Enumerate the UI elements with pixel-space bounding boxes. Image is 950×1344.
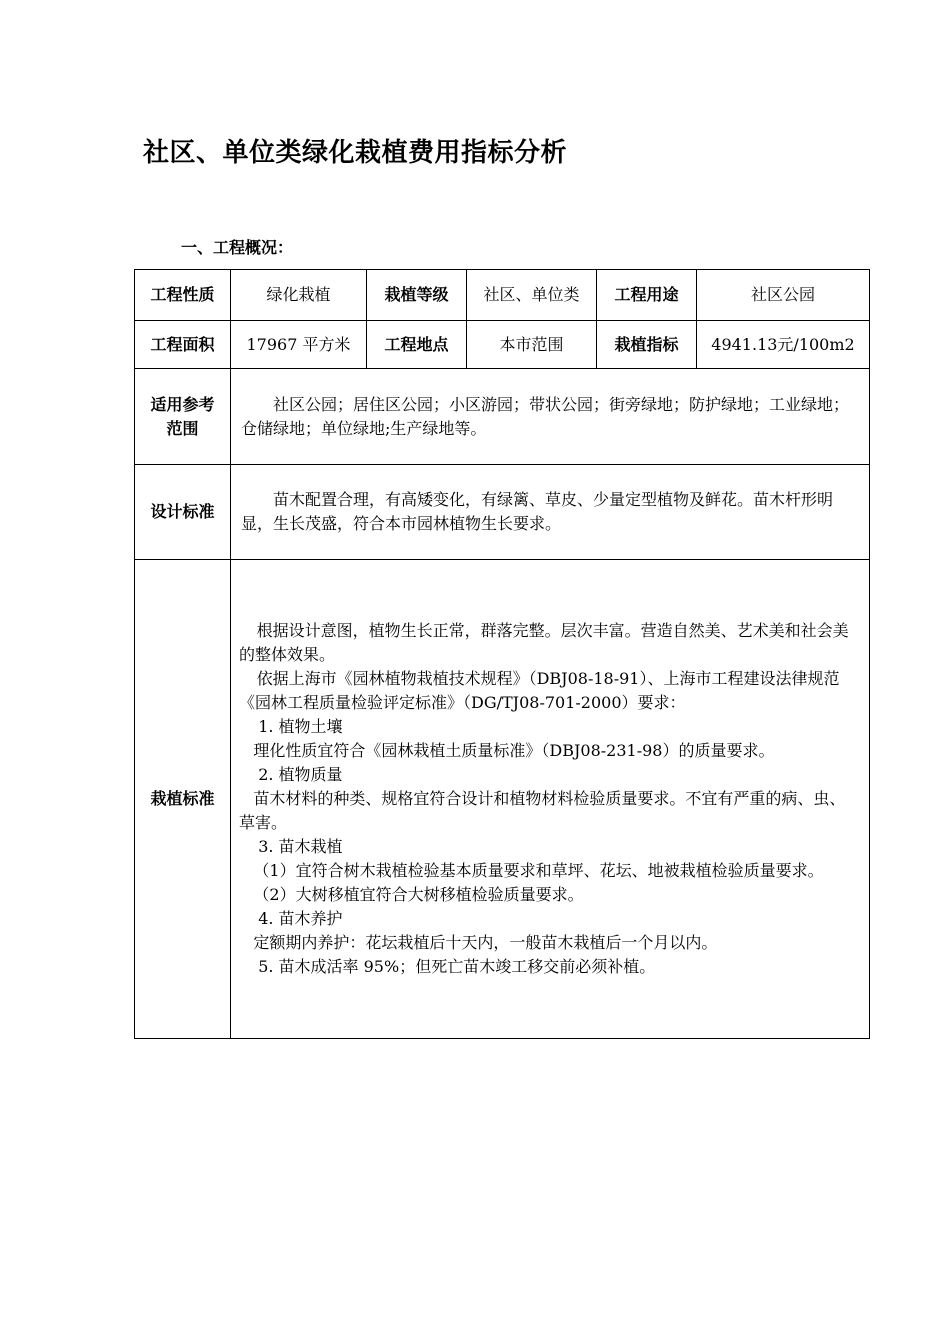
planting-line: 3. 苗木栽植 <box>258 837 343 856</box>
project-overview-table <box>134 269 870 1039</box>
grade-label: 栽植等级 <box>367 270 467 321</box>
scope-text: 社区公园；居住区公园；小区游园；带状公园；街旁绿地；防护绿地；工业绿地；仓储绿地；单位绿地;生产绿地等。 <box>241 394 850 438</box>
use-label: 工程用途 <box>597 270 697 321</box>
scope-label-line1: 适用参考 <box>150 394 215 414</box>
design-label: 设计标准 <box>135 465 231 560</box>
planting-line: 2. 植物质量 <box>258 765 343 784</box>
planting-line: 5. 苗木成活率 95%；但死亡苗木竣工移交前必须补植。 <box>258 957 656 976</box>
planting-line: （2）大树移植宜符合大树移植检验质量要求。 <box>253 885 584 904</box>
planting-line: 依据上海市《园林植物栽植技术规程》（DBJ08-18-91）、上海市工程建设法律规范《园林工程质量检验评定标准》（DG/TJ08-701-2000）要求： <box>239 669 840 712</box>
nature-label: 工程性质 <box>135 270 231 321</box>
area-value: 17967 平方米 <box>231 321 367 369</box>
table-row <box>135 270 870 321</box>
page-title: 社区、单位类绿化栽植费用指标分析 <box>143 138 568 168</box>
table-row <box>135 321 870 369</box>
planting-line: 理化性质宜符合《园林栽植土质量标准》（DBJ08-231-98）的质量要求。 <box>253 741 775 760</box>
scope-text-cell <box>231 369 870 465</box>
planting-line: 4. 苗木养护 <box>258 909 343 928</box>
planting-line: 定额期内养护：花坛栽植后十天内，一般苗木栽植后一个月以内。 <box>253 933 718 952</box>
planting-line: （1）宜符合树木栽植检验基本质量要求和草坪、花坛、地被栽植检验质量要求。 <box>253 861 824 880</box>
table-row <box>135 560 870 1039</box>
grade-value: 社区、单位类 <box>467 270 597 321</box>
use-value: 社区公园 <box>697 270 870 321</box>
planting-label: 栽植标准 <box>135 560 231 1039</box>
planting-line: 根据设计意图，植物生长正常，群落完整。层次丰富。营造自然美、艺术美和社会美的整体效果。 <box>239 621 849 664</box>
location-value: 本市范围 <box>467 321 597 369</box>
area-label: 工程面积 <box>135 321 231 369</box>
location-label: 工程地点 <box>367 321 467 369</box>
planting-text-cell <box>231 560 870 1039</box>
planting-line: 1. 植物土壤 <box>258 717 343 736</box>
index-value: 4941.13元/100m2 <box>697 321 870 369</box>
nature-value: 绿化栽植 <box>231 270 367 321</box>
table-row <box>135 465 870 560</box>
scope-label <box>135 369 231 465</box>
index-label: 栽植指标 <box>597 321 697 369</box>
design-text: 苗木配置合理，有高矮变化，有绿篱、草皮、少量定型植物及鲜花。苗木杆形明显，生长茂盛，符合本市园林植物生长要求。 <box>241 490 834 533</box>
design-text-cell <box>231 465 870 560</box>
scope-label-line2: 范围 <box>166 418 199 438</box>
table-row <box>135 369 870 465</box>
planting-line: 苗木材料的种类、规格宜符合设计和植物材料检验质量要求。不宜有严重的病、虫、草害。 <box>239 789 846 832</box>
section-heading: 一、工程概况： <box>181 238 294 257</box>
